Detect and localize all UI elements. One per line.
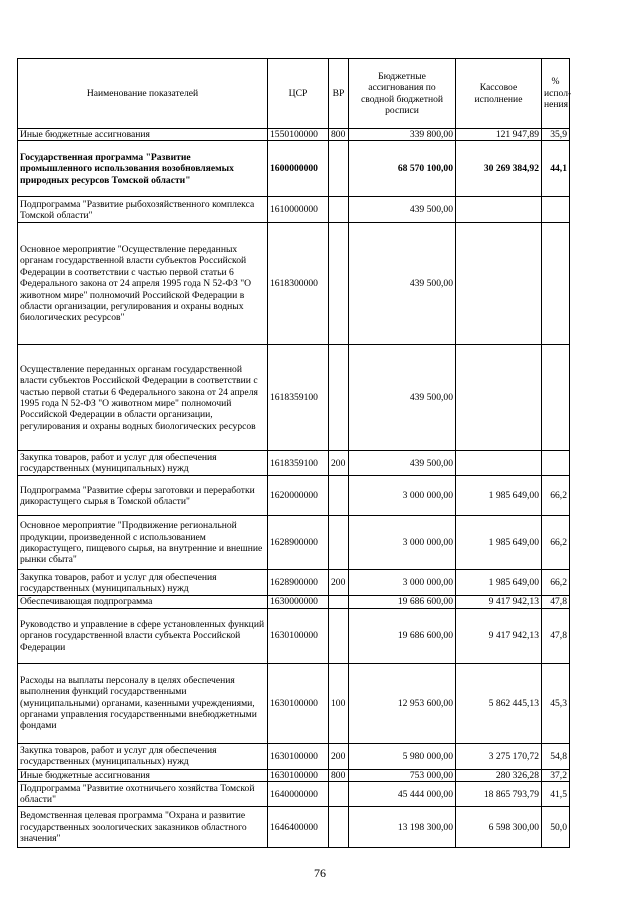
- page-number: 76: [314, 866, 326, 880]
- row-csr: 1630100000: [268, 743, 329, 769]
- row-vr: 800: [329, 129, 349, 141]
- row-csr: 1630100000: [268, 608, 329, 663]
- row-cash: 18 865 793,79: [456, 782, 542, 807]
- table-row: [18, 197, 570, 223]
- row-cash: 30 269 384,92: [456, 141, 542, 197]
- table-row: [18, 608, 570, 663]
- row-cash: [456, 345, 542, 451]
- row-name: Иные бюджетные ассигнования: [18, 769, 268, 781]
- row-vr: [329, 608, 349, 663]
- row-percent: [542, 197, 570, 223]
- row-name: Ведомственная целевая программа "Охрана и развитие государственных зоологических заказников областного значения": [18, 807, 268, 848]
- row-vr: 200: [329, 451, 349, 476]
- row-percent: 47,8: [542, 596, 570, 608]
- row-name: Подпрограмма "Развитие охотничьего хозяйства Томской области": [18, 782, 268, 807]
- row-cash: 1 985 649,00: [456, 476, 542, 516]
- row-percent: 37,2: [542, 769, 570, 781]
- row-name: Иные бюджетные ассигнования: [18, 129, 268, 141]
- row-cash: 9 417 942,13: [456, 596, 542, 608]
- table-header-row: [18, 59, 570, 129]
- row-cash: 121 947,89: [456, 129, 542, 141]
- table-row: [18, 570, 570, 596]
- table-row: [18, 223, 570, 345]
- row-percent: 47,8: [542, 608, 570, 663]
- row-vr: 800: [329, 769, 349, 781]
- row-vr: [329, 345, 349, 451]
- row-name: Расходы на выплаты персоналу в целях обеспечения выполнения функций государственными (муниципальными) органами, казенными учреждениями, органами управления государственными внебюджетными фондами: [18, 663, 268, 743]
- row-csr: 1620000000: [268, 476, 329, 516]
- header-cash: Кассовое исполнение: [456, 59, 542, 129]
- row-budget: 439 500,00: [349, 451, 456, 476]
- row-percent: 66,2: [542, 476, 570, 516]
- header-vr: ВР: [329, 59, 349, 129]
- row-csr: 1646400000: [268, 807, 329, 848]
- row-budget: 439 500,00: [349, 223, 456, 345]
- row-budget: 339 800,00: [349, 129, 456, 141]
- row-budget: 45 444 000,00: [349, 782, 456, 807]
- row-csr: 1618359100: [268, 345, 329, 451]
- row-csr: 1610000000: [268, 197, 329, 223]
- row-name: Основное мероприятие "Продвижение региональной продукции, произведенной с использованием дикорастущего, пищевого сырья, на внутренние и внешние рынки сбыта": [18, 516, 268, 570]
- row-budget: 68 570 100,00: [349, 141, 456, 197]
- row-csr: 1630100000: [268, 769, 329, 781]
- row-cash: 5 862 445,13: [456, 663, 542, 743]
- row-vr: [329, 596, 349, 608]
- row-cash: 280 326,28: [456, 769, 542, 781]
- table-row-program: [18, 141, 570, 197]
- table-row: [18, 663, 570, 743]
- row-vr: [329, 807, 349, 848]
- row-name: Государственная программа "Развитие промышленного использования возобновляемых природных ресурсов Томской области": [18, 141, 268, 197]
- row-percent: [542, 223, 570, 345]
- row-percent: 54,8: [542, 743, 570, 769]
- budget-table: [17, 58, 570, 848]
- row-name: Подпрограмма "Развитие рыбохозяйственного комплекса Томской области": [18, 197, 268, 223]
- row-csr: 1630000000: [268, 596, 329, 608]
- row-vr: [329, 516, 349, 570]
- row-csr: 1630100000: [268, 663, 329, 743]
- table-row: [18, 451, 570, 476]
- row-vr: [329, 141, 349, 197]
- row-vr: 100: [329, 663, 349, 743]
- row-name: Осуществление переданных органам государственной власти субъектов Российской Федерации в соответствии с частью первой статьи 6 Федерального закона от 24 апреля 1995 года N 52-ФЗ "О животном мире" полномочий Российской Федерации в области организации, регулирования и охраны водных биологических ресурсов: [18, 345, 268, 451]
- header-name: Наименование показателей: [18, 59, 268, 129]
- table-row: [18, 769, 570, 781]
- row-percent: 66,2: [542, 516, 570, 570]
- row-percent: [542, 451, 570, 476]
- row-name: Закупка товаров, работ и услуг для обеспечения государственных (муниципальных) нужд: [18, 570, 268, 596]
- row-csr: 1618300000: [268, 223, 329, 345]
- table-row: [18, 596, 570, 608]
- row-vr: 200: [329, 743, 349, 769]
- row-budget: 3 000 000,00: [349, 516, 456, 570]
- row-percent: 41,5: [542, 782, 570, 807]
- row-budget: 12 953 600,00: [349, 663, 456, 743]
- row-budget: 13 198 300,00: [349, 807, 456, 848]
- row-vr: [329, 782, 349, 807]
- table-row: [18, 807, 570, 848]
- header-budget: Бюджетные ассигнования по сводной бюджетной росписи: [349, 59, 456, 129]
- row-budget: 19 686 600,00: [349, 596, 456, 608]
- row-csr: 1640000000: [268, 782, 329, 807]
- table-row: [18, 476, 570, 516]
- row-budget: 5 980 000,00: [349, 743, 456, 769]
- table-row: [18, 743, 570, 769]
- row-budget: 3 000 000,00: [349, 570, 456, 596]
- row-csr: 1600000000: [268, 141, 329, 197]
- row-budget: 439 500,00: [349, 345, 456, 451]
- row-csr: 1618359100: [268, 451, 329, 476]
- row-vr: [329, 223, 349, 345]
- row-name: Основное мероприятие "Осуществление переданных органам государственной власти субъектов Российской Федерации в соответствии с частью первой статьи 6 Федерального закона от 24 апреля 1995 года N 52-ФЗ "О животном мире" полномочий Российской Федерации в области организации, регулирования и охраны водных биологических ресурсов": [18, 223, 268, 345]
- row-cash: 6 598 300,00: [456, 807, 542, 848]
- row-vr: 200: [329, 570, 349, 596]
- row-budget: 19 686 600,00: [349, 608, 456, 663]
- row-cash: 1 985 649,00: [456, 570, 542, 596]
- row-budget: 753 000,00: [349, 769, 456, 781]
- header-csr: ЦСР: [268, 59, 329, 129]
- row-budget: 439 500,00: [349, 197, 456, 223]
- table-row: [18, 782, 570, 807]
- row-budget: 3 000 000,00: [349, 476, 456, 516]
- table-row: [18, 516, 570, 570]
- row-cash: [456, 197, 542, 223]
- row-cash: [456, 451, 542, 476]
- row-cash: 3 275 170,72: [456, 743, 542, 769]
- table-row: [18, 345, 570, 451]
- row-csr: 1550100000: [268, 129, 329, 141]
- table-row: [18, 129, 570, 141]
- row-csr: 1628900000: [268, 570, 329, 596]
- row-name: Закупка товаров, работ и услуг для обеспечения государственных (муниципальных) нужд: [18, 451, 268, 476]
- header-percent: % испол-нения: [542, 59, 570, 129]
- row-percent: 35,9: [542, 129, 570, 141]
- row-csr: 1628900000: [268, 516, 329, 570]
- row-name: Подпрограмма "Развитие сферы заготовки и переработки дикорастущего сырья в Томской области": [18, 476, 268, 516]
- row-vr: [329, 197, 349, 223]
- row-cash: [456, 223, 542, 345]
- row-percent: 44,1: [542, 141, 570, 197]
- row-name: Обеспечивающая подпрограмма: [18, 596, 268, 608]
- row-cash: 9 417 942,13: [456, 608, 542, 663]
- row-name: Закупка товаров, работ и услуг для обеспечения государственных (муниципальных) нужд: [18, 743, 268, 769]
- row-name: Руководство и управление в сфере установленных функций органов государственной власти субъекта Российской Федерации: [18, 608, 268, 663]
- row-percent: [542, 345, 570, 451]
- row-vr: [329, 476, 349, 516]
- row-cash: 1 985 649,00: [456, 516, 542, 570]
- row-percent: 45,3: [542, 663, 570, 743]
- row-percent: 50,0: [542, 807, 570, 848]
- row-percent: 66,2: [542, 570, 570, 596]
